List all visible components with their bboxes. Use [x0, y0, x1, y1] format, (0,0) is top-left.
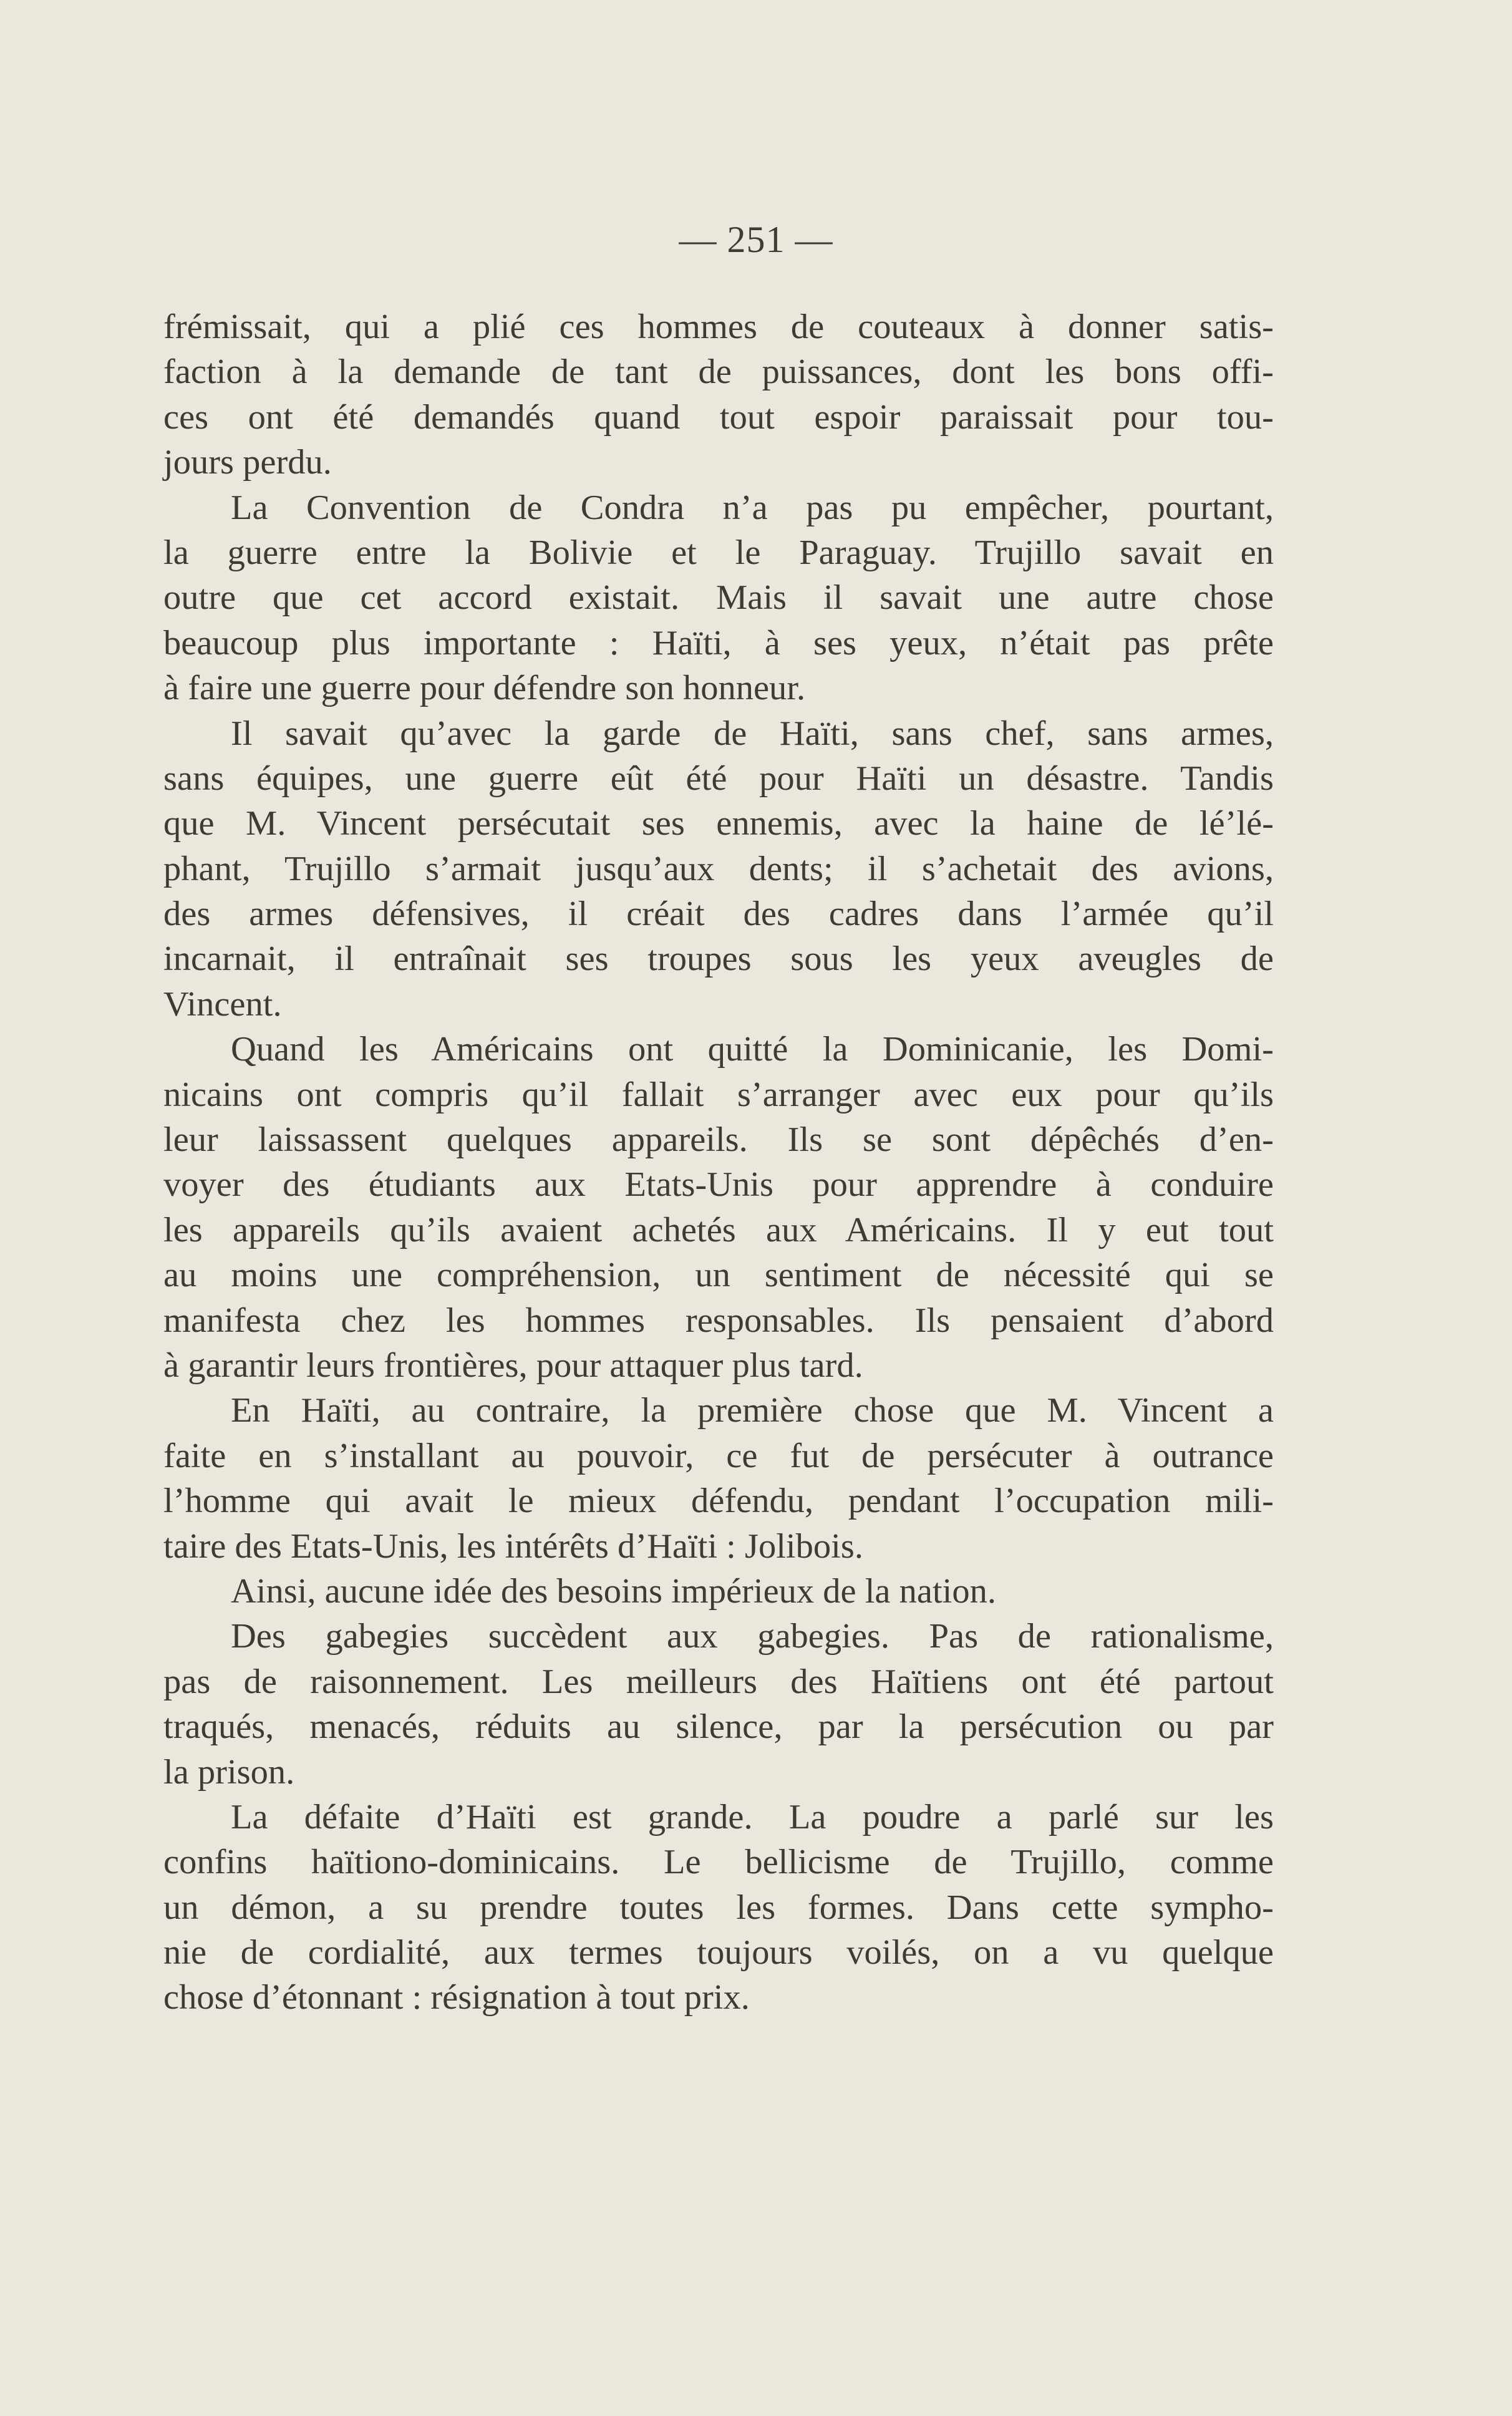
text-line: nicains ont compris qu’il fallait s’arranger avec eux pour qu’ils: [163, 1075, 1274, 1114]
text-line: confins haïtiono-dominicains. Le bellicisme de Trujillo, comme: [163, 1843, 1274, 1882]
text-line: leur laissassent quelques appareils. Ils se sont dépêchés d’en-: [163, 1120, 1274, 1160]
text-line: à faire une guerre pour défendre son honneur.: [163, 669, 806, 708]
text-line: les appareils qu’ils avaient achetés aux Américains. Il y eut tout: [163, 1210, 1274, 1249]
body-text: [163, 304, 1274, 2021]
text-line: outre que cet accord existait. Mais il savait une autre chose: [163, 578, 1274, 618]
text-line: La Convention de Condra n’a pas pu empêcher, pourtant,: [231, 488, 1274, 527]
text-line: que M. Vincent persécutait ses ennemis, avec la haine de lé’lé-: [163, 804, 1274, 843]
paragraph: [163, 1388, 1274, 1569]
paragraph: [163, 1027, 1274, 1388]
text-line: la prison.: [163, 1752, 295, 1792]
text-line: En Haïti, au contraire, la première chose que M. Vincent a: [231, 1391, 1274, 1430]
text-line: un démon, a su prendre toutes les formes. Dans cette sympho-: [163, 1888, 1274, 1927]
text-line: Quand les Américains ont quitté la Dominicanie, les Domi-: [231, 1030, 1274, 1069]
text-line: au moins une compréhension, un sentiment de nécessité qui se: [163, 1256, 1274, 1295]
text-line: chose d’étonnant : résignation à tout prix.: [163, 1978, 750, 2017]
text-line: ces ont été demandés quand tout espoir paraissait pour tou-: [163, 397, 1274, 437]
text-line: manifesta chez les hommes responsables. Ils pensaient d’abord: [163, 1301, 1274, 1340]
text-line: pas de raisonnement. Les meilleurs des Haïtiens ont été partout: [163, 1662, 1274, 1701]
page-number: — 251 —: [679, 219, 833, 260]
text-line: Ainsi, aucune idée des besoins impérieux de la nation.: [231, 1571, 996, 1611]
text-line: faite en s’installant au pouvoir, ce fut de persécuter à outrance: [163, 1436, 1274, 1475]
text-line: incarnait, il entraînait ses troupes sous les yeux aveugles de: [163, 939, 1274, 979]
text-line: phant, Trujillo s’armait jusqu’aux dents; il s’achetait des avions,: [163, 849, 1274, 888]
text-line: Des gabegies succèdent aux gabegies. Pas de rationalisme,: [231, 1617, 1274, 1656]
text-line: frémissait, qui a plié ces hommes de couteaux à donner satis-: [163, 308, 1274, 346]
paragraph: [163, 485, 1274, 711]
text-line: Il savait qu’avec la garde de Haïti, sans chef, sans armes,: [231, 714, 1274, 753]
text-line: faction à la demande de tant de puissances, dont les bons offi-: [163, 352, 1274, 392]
text-line: Vincent.: [163, 984, 282, 1024]
paragraph: [163, 1569, 1274, 1614]
paragraph: [163, 304, 1274, 485]
paragraph: [163, 711, 1274, 1027]
text-line: des armes défensives, il créait des cadres dans l’armée qu’il: [163, 895, 1274, 934]
text-line: beaucoup plus importante : Haïti, à ses yeux, n’était pas prête: [163, 623, 1274, 662]
text-line: la guerre entre la Bolivie et le Paraguay. Trujillo savait en: [163, 533, 1274, 572]
paragraph: [163, 1614, 1274, 1795]
text-line: l’homme qui avait le mieux défendu, pendant l’occupation mili-: [163, 1482, 1274, 1521]
text-line: taire des Etats-Unis, les intérêts d’Haïti : Jolibois.: [163, 1526, 863, 1566]
text-line: traqués, menacés, réduits au silence, par la persécution ou par: [163, 1707, 1274, 1747]
text-line: La défaite d’Haïti est grande. La poudre a parlé sur les: [231, 1797, 1274, 1836]
text-line: voyer des étudiants aux Etats-Unis pour apprendre à conduire: [163, 1165, 1274, 1205]
text-line: jours perdu.: [163, 443, 332, 482]
text-line: nie de cordialité, aux termes toujours voilés, on a vu quelque: [163, 1933, 1274, 1972]
paragraph: [163, 1795, 1274, 2021]
text-line: à garantir leurs frontières, pour attaquer plus tard.: [163, 1346, 863, 1385]
text-line: sans équipes, une guerre eût été pour Haïti un désastre. Tandis: [163, 759, 1274, 798]
